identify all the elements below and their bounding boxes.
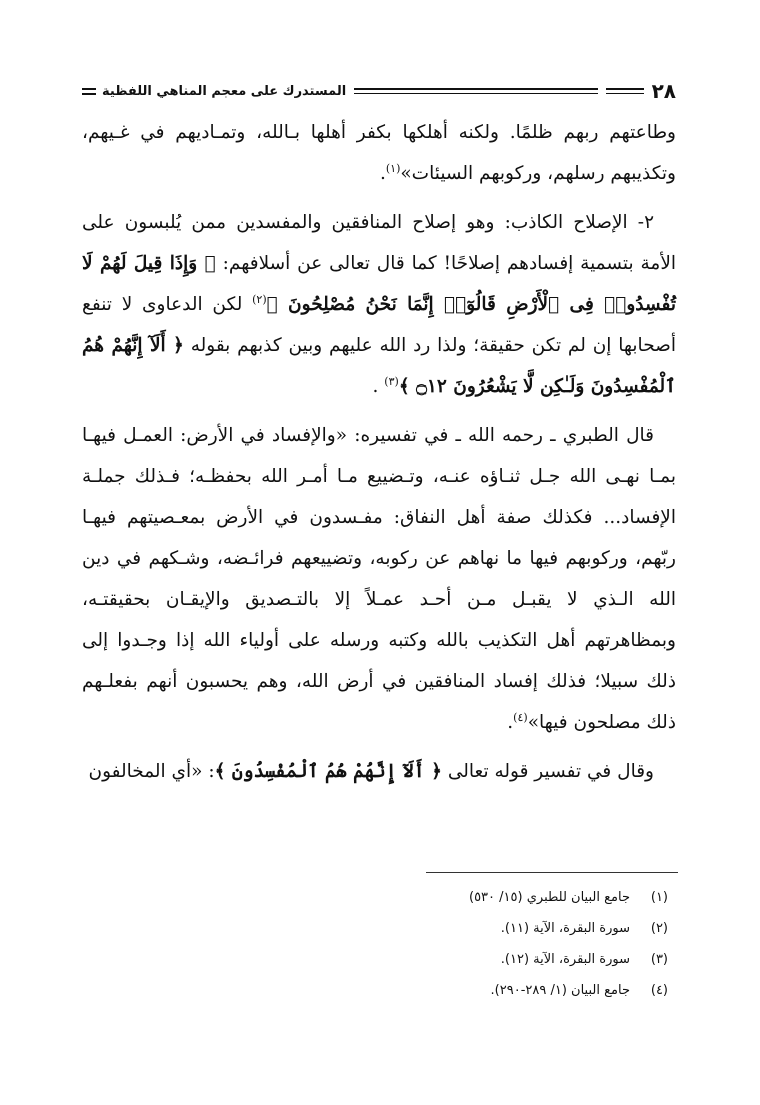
paragraph-4-text-b: : «أي المخالفون <box>88 761 215 782</box>
footnotes <box>82 882 676 1006</box>
paragraph-3-end: . <box>507 712 514 733</box>
footnote-text: سورة البقرة، الآية (١١). <box>500 921 630 936</box>
paragraph-1-end: . <box>379 163 386 184</box>
running-header <box>82 78 676 104</box>
paragraph-2-text-a: ٢- الإصلاح الكاذب: وهو إصلاح المنافقين والمفسدين ممن يُلبسون على الأمة بتسمية إفسادهم إصلاحًا! كما قال تعالى عن أسلافهم: <box>82 212 677 274</box>
footnote-item <box>82 913 676 944</box>
paragraph-4 <box>82 751 676 792</box>
page-body <box>82 112 676 800</box>
footnote-item <box>82 882 676 913</box>
quran-verse-1: ﴿ وَإِذَا قِيلَ لَهُمْ لَا تُفْسِدُوا۟ فِى ٱلْأَرْضِ قَالُوٓا۟ إِنَّمَا نَحْنُ مُصْلِحُونَ ﴾ <box>82 253 676 315</box>
paragraph-2 <box>82 202 676 407</box>
footnote-separator <box>426 872 678 873</box>
footnote-ref-4: (٤) <box>513 710 528 724</box>
footnote-text: سورة البقرة، الآية (١٢). <box>500 952 630 967</box>
page-number: ٢٨ <box>651 79 676 103</box>
paragraph-1 <box>82 112 676 194</box>
footnote-text: جامع البيان للطبري (١٥/ ٥٣٠) <box>469 890 630 905</box>
footnote-number: (٢) <box>650 921 668 936</box>
paragraph-3-text: قال الطبري ـ رحمه الله ـ في تفسيره: «والإفساد في الأرض: العمـل فيهـا بمـا نهـى الله جـل ثنـاؤه عنـه، وتـضييع مـا أمـر الله بحفظـه؛ فـذلك جملـة الإفساد... فكذلك صفة أهل النفاق: مفـسدون في الأرض بمعـصيتهم فيهـا ربّهم، وركوبهم فيها ما نهاهم عن ركوبه، وتضييعهم فرائـضه، وشـكهم في دين الله الـذي لا يقبـل مـن أحـد عمـلاً إلا بالتـصديق والإيقـان بحقيقتـه، وبمظاهرتهم أهل التكذيب بالله وكتبه ورسله على أولياء الله إذا وجـدوا إلى ذلك سبيلا؛ فذلك إفساد المنافقين في أرض الله، وهم يحسبون أنهم بفعلـهم ذلك مصلحون فيها» <box>82 425 676 733</box>
quran-verse-2: ﴿ أَلَآ إِنَّهُمْ هُمُ ٱلْمُفْسِدُونَ وَلَـٰكِن لَّا يَشْعُرُونَ ۝١٢ ﴾ <box>82 335 676 397</box>
header-rule-left <box>82 88 96 95</box>
footnote-item <box>82 975 676 1006</box>
header-rule-right <box>606 88 644 94</box>
footnote-number: (٤) <box>650 983 668 998</box>
footnote-item <box>82 944 676 975</box>
footnote-ref-2: (٢) <box>252 292 267 306</box>
book-title: المستدرك على معجم المناهي اللفظية <box>102 83 347 99</box>
footnote-ref-1: (١) <box>385 161 401 175</box>
footnote-number: (٣) <box>650 952 668 967</box>
paragraph-1-text: وطاعتهم ربهم ظلمًا. ولكنه أهلكها بكفر أهلها بـالله، وتمـاديهم في غـيهم، وتكذيبهم رسلهم، وركوبهم السيئات» <box>82 122 676 184</box>
paragraph-2-text-b: لكن الدعاوى لا تنفع أصحابها إن لم تكن حقيقة؛ ولذا رد الله عليهم وبين كذبهم بقوله <box>82 294 676 356</box>
paragraph-3 <box>82 415 676 743</box>
paragraph-2-end: . <box>372 376 385 397</box>
footnote-ref-3: (٣) <box>384 374 399 388</box>
footnote-number: (١) <box>650 890 668 905</box>
paragraph-4-text-a: وقال في تفسير قوله تعالى <box>447 761 654 782</box>
quran-verse-3: ﴿ أَلَآ إِنَّهُمْ هُمُ ٱلْمُفْسِدُونَ ﴾ <box>214 761 442 782</box>
footnote-text: جامع البيان (١/ ٢٨٩-٢٩٠). <box>490 983 630 998</box>
header-rule-middle <box>354 88 597 94</box>
